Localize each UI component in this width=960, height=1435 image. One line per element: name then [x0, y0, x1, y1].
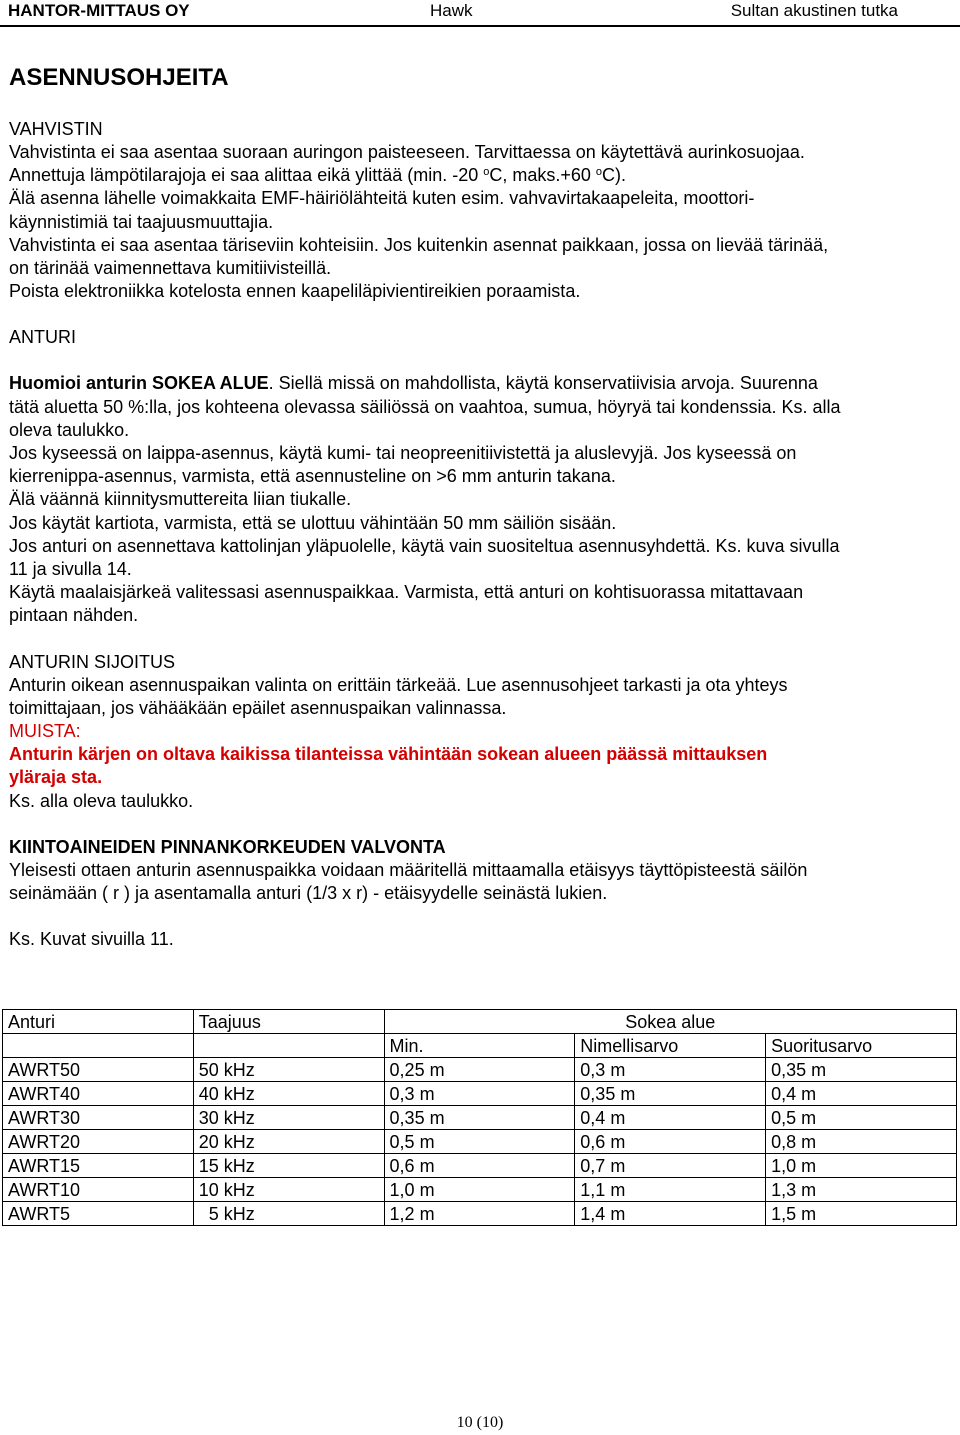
paragraph-line: kierrenippa-asennus, varmista, että asennusteline on >6 mm anturin takana. — [9, 466, 616, 487]
section-valvonta — [9, 836, 954, 952]
table-row — [3, 1058, 957, 1082]
company-name: HANTOR-MITTAUS OY — [8, 1, 190, 20]
table-cell: 0,4 m — [766, 1082, 957, 1106]
page-header — [0, 0, 960, 27]
paragraph-line: Yleisesti ottaen anturin asennuspaikka voidaan määritellä mittaamalla etäisyys täyttöpisteestä säilön — [9, 859, 808, 880]
table-cell: 1,2 m — [384, 1202, 575, 1226]
table-row — [3, 1178, 957, 1202]
table-cell: 0,3 m — [384, 1082, 575, 1106]
paragraph-line: Poista elektroniikka kotelosta ennen kaapeliläpivientireikien poraamista. — [9, 281, 581, 302]
header-cell: Suoritusarvo — [766, 1034, 957, 1058]
table-cell: 50 kHz — [193, 1058, 384, 1082]
paragraph-line: Ks. alla oleva taulukko. — [9, 790, 194, 811]
warning-text: Anturin kärjen on oltava kaikissa tilanteissa vähintään sokean alueen päässä mittauksen — [9, 744, 768, 765]
paragraph-line: toimittajaan, jos vähääkään epäilet asennuspaikan valinnassa. — [9, 697, 507, 718]
table-row — [3, 1082, 957, 1106]
table-cell: AWRT20 — [3, 1130, 194, 1154]
paragraph-line: oleva taulukko. — [9, 419, 130, 440]
table-cell: 15 kHz — [193, 1154, 384, 1178]
main-title: ASENNUSOHJEITA — [9, 64, 229, 91]
paragraph-line: Ks. Kuvat sivuilla 11. — [9, 929, 174, 950]
paragraph-line: Käytä maalaisjärkeä valitessasi asennuspaikkaa. Varmista, että anturi on kohtisuorassa mitattavaan — [9, 582, 804, 603]
table-cell: 0,5 m — [766, 1106, 957, 1130]
paragraph-line: seinämään ( r ) ja asentamalla anturi (1/3 x r) - etäisyydelle seinästä lukien. — [9, 883, 608, 904]
header-cell: Anturi — [3, 1010, 194, 1034]
table-row — [3, 1106, 957, 1130]
table-body — [3, 1058, 957, 1226]
table-cell: 1,0 m — [766, 1154, 957, 1178]
table-cell: 0,25 m — [384, 1058, 575, 1082]
table-cell: 0,35 m — [575, 1082, 766, 1106]
header-cell: Nimellisarvo — [575, 1034, 766, 1058]
section-title: KIINTOAINEIDEN PINNANKORKEUDEN VALVONTA — [9, 836, 446, 857]
paragraph-line: Vahvistinta ei saa asentaa suoraan auringon paisteeseen. Tarvittaessa on käytettävä aurinkosuojaa. — [9, 142, 805, 162]
table-header-row — [3, 1010, 957, 1034]
page-content — [9, 64, 954, 951]
section-title: ANTURI — [9, 327, 76, 348]
table-cell: 40 kHz — [193, 1082, 384, 1106]
table-cell: 1,5 m — [766, 1202, 957, 1226]
table-cell: 0,3 m — [575, 1058, 766, 1082]
page-number: 10 (10) — [456, 1414, 504, 1431]
blind-zone-table — [2, 1009, 957, 1226]
paragraph-line: käynnistimiä tai taajuusmuuttajia. — [9, 211, 274, 232]
paragraph-line: Jos käytät kartiota, varmista, että se ulottuu vähintään 50 mm säiliön sisään. — [9, 512, 617, 533]
warning-text: yläraja sta. — [9, 767, 103, 788]
table-cell: AWRT50 — [3, 1058, 194, 1082]
paragraph-line: Älä asenna lähelle voimakkaita EMF-häiriölähteitä kuten esim. vahvavirtakaapeleita, moottori- — [9, 188, 755, 209]
table-cell: 30 kHz — [193, 1106, 384, 1130]
table-cell: AWRT10 — [3, 1178, 194, 1202]
blind-zone-note: Huomioi anturin SOKEA ALUE. Siellä missä on mahdollista, käytä konservatiivisia arvoja. Suurenna — [9, 373, 818, 394]
paragraph-line: Vahvistinta ei saa asentaa täriseviin kohteisiin. Jos kuitenkin asennat paikkaan, jossa on lievää tärinää, — [9, 234, 829, 255]
table-cell: AWRT5 — [3, 1202, 194, 1226]
table-cell: 0,35 m — [766, 1058, 957, 1082]
table-cell: 0,7 m — [575, 1154, 766, 1178]
table-cell: 0,5 m — [384, 1130, 575, 1154]
section-title: VAHVISTIN — [9, 119, 103, 139]
document-title: Sultan akustinen tutka — [730, 1, 898, 20]
table-cell: 5 kHz — [193, 1202, 384, 1226]
table-cell: 1,1 m — [575, 1178, 766, 1202]
table-subheader-row — [3, 1034, 957, 1058]
warning-label: MUISTA: — [9, 721, 81, 742]
paragraph-line: Jos kyseessä on laippa-asennus, käytä kumi- tai neopreenitiivistettä ja aluslevyjä. Jos kyseessä on — [9, 443, 797, 464]
empty-cell — [193, 1034, 384, 1058]
paragraph-line: Anturin oikean asennuspaikan valinta on erittäin tärkeää. Lue asennusohjeet tarkasti ja ota yhteys — [9, 674, 788, 695]
table-cell: AWRT40 — [3, 1082, 194, 1106]
section-anturi — [9, 326, 954, 627]
table-cell: 0,6 m — [384, 1154, 575, 1178]
paragraph-line: Jos anturi on asennettava kattolinjan yläpuolelle, käytä vain suositeltua asennusyhdettä. Ks. kuva sivulla — [9, 535, 840, 556]
empty-cell — [3, 1034, 194, 1058]
header-cell: Min. — [384, 1034, 575, 1058]
table-cell: AWRT30 — [3, 1106, 194, 1130]
product-name: Hawk — [430, 1, 473, 20]
section-sijoitus — [9, 651, 954, 813]
paragraph-line: pintaan nähden. — [9, 605, 139, 626]
table-cell: 10 kHz — [193, 1178, 384, 1202]
table-cell: 0,35 m — [384, 1106, 575, 1130]
paragraph-line: tätä aluetta 50 %:lla, jos kohteena olevassa säiliössä on vaahtoa, sumua, höyryä tai kondenssia. Ks. alla — [9, 396, 841, 417]
table-cell: 1,3 m — [766, 1178, 957, 1202]
table-cell: 1,0 m — [384, 1178, 575, 1202]
table-row — [3, 1154, 957, 1178]
header-cell: Taajuus — [193, 1010, 384, 1034]
table-cell: 1,4 m — [575, 1202, 766, 1226]
paragraph-line: on tärinää vaimennettava kumitiivisteillä. — [9, 258, 332, 279]
paragraph-line: 11 ja sivulla 14. — [9, 559, 132, 580]
section-title: ANTURIN SIJOITUS — [9, 651, 176, 672]
header-cell: Sokea alue — [384, 1010, 956, 1034]
table-cell: 0,6 m — [575, 1130, 766, 1154]
temperature-line: Annettuja lämpötilarajoja ei saa alittaa eikä ylittää (min. -20 $^o$C, maks.+60 $^o$C). — [9, 165, 627, 186]
table-cell: 0,8 m — [766, 1130, 957, 1154]
table-row — [3, 1130, 957, 1154]
paragraph-line: Älä väännä kiinnitysmuttereita liian tiukalle. — [9, 489, 352, 510]
section-vahvistin — [9, 118, 954, 303]
table-cell: AWRT15 — [3, 1154, 194, 1178]
table-cell: 0,4 m — [575, 1106, 766, 1130]
table-row — [3, 1202, 957, 1226]
table-cell: 20 kHz — [193, 1130, 384, 1154]
